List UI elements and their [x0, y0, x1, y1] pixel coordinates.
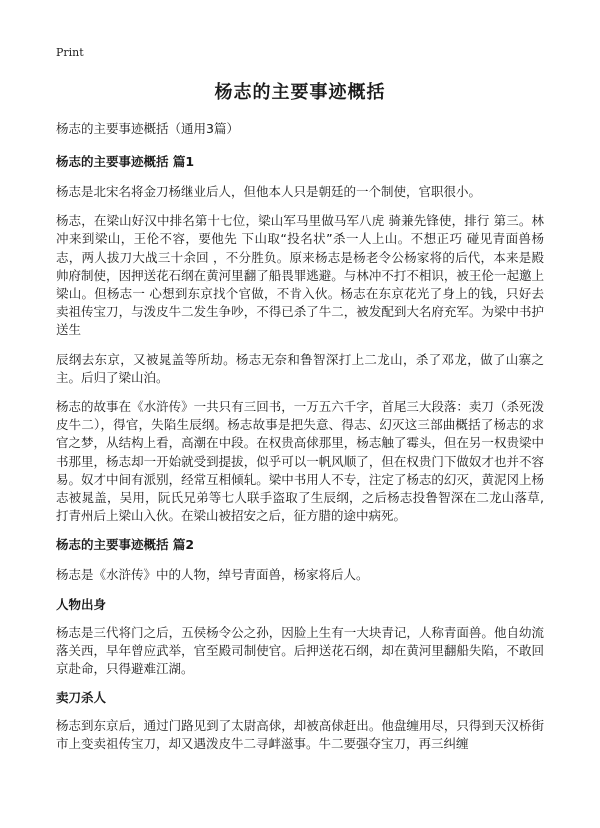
document-subtitle: 杨志的主要事迹概括（通用3篇）	[56, 121, 239, 136]
section-heading-1: 杨志的主要事迹概括 篇1	[56, 154, 195, 169]
document-body	[56, 120, 544, 765]
paragraph: 杨志是《水浒传》中的人物，绰号青面兽，杨家将后人。	[56, 567, 369, 583]
print-link[interactable]: Print	[56, 46, 84, 59]
paragraph: 杨志是三代将门之后，五侯杨令公之孙，因脸上生有一大块青记，人称青面兽。他自幼流落关西，早年曾应武举，官至殿司制使官。后押送花石纲，却在黄河里翻船失陷，不敢回京赴命，只得避难江湖。	[56, 624, 544, 677]
subsection-heading-sell-sword: 卖刀杀人	[56, 690, 107, 706]
section-heading-2: 杨志的主要事迹概括 篇2	[56, 537, 195, 553]
paragraph: 杨志是北宋名将金刀杨继业后人，但他本人只是朝廷的一个制使，官职很小。	[56, 184, 482, 199]
subsection-heading-origin: 人物出身	[56, 596, 107, 612]
page-title: 杨志的主要事迹概括	[214, 82, 386, 103]
paragraph: 杨志的故事在《水浒传》一共只有三回书，一万五六千字，首尾三大段落：卖刀（杀死泼皮牛二），得官，失陷生辰纲。杨志故事是把失意、得志、幻灭这三部曲概括了杨志的求官之梦，从结构上看，高潮在中段。在权贵高俅那里，杨志触了霉头，但在另一权贵梁中书那里，杨志却一开始就受到提拔，似乎可以一帆风顺了，但在权贵门下做奴才也并不容易。奴才中间有派别，经常互相倾轧。梁中书用人不专，注定了杨志的幻灭，黄泥冈上杨志被晁盖，吴用，阮氏兄弟等七人联手盗取了生辰纲，之后杨志投鲁智深在二龙山落草,打青州后上梁山入伙。在梁山被招安之后，征方腊的途中病死。	[56, 399, 544, 524]
paragraph: 杨志到东京后，通过门路见到了太尉高俅，却被高俅赶出。他盘缠用尽，只得到天汉桥街市上变卖祖传宝刀，却又遇泼皮牛二寻衅滋事。牛二要强夺宝刀，再三纠缠	[56, 718, 544, 752]
paragraph: 杨志，在梁山好汉中排名第十七位，梁山军马里做马军八虎 骑兼先锋使，排行 第三。林冲来到梁山，王伦不容，要他先 下山取“投名状”杀一人上山。不想正巧 碰见青面兽杨志，两人拔刀大战三十余回 ，不分胜负。原来杨志是杨老令公杨家将的后代，本来是殿帅府制使，因押送花石纲在黄河里翻了船畏罪逃避。与林冲不打不相识，被王伦一起邀上梁山。但杨志一 心想到东京找个官做，不肯入伙。杨志在东京花光了身上的钱，只好去卖祖传宝刀，与泼皮牛二发生争吵，不得已杀了牛二，被发配到大名府充军。为梁中书护送生	[56, 213, 544, 338]
paragraph: 辰纲去东京，又被晁盖等所劫。杨志无奈和鲁智深打上二龙山，杀了邓龙，做了山寨之主。后归了梁山泊。	[56, 351, 544, 385]
